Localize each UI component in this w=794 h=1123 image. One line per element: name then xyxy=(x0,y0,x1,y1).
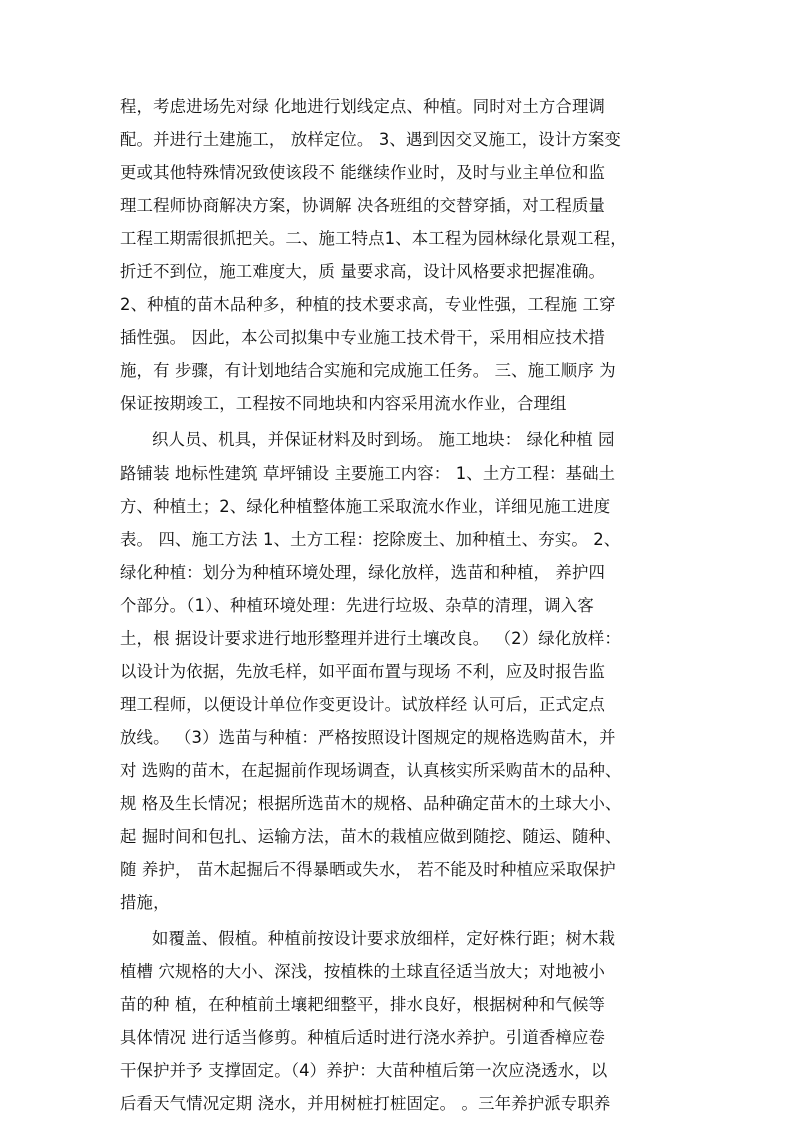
text-line: 更或其他特殊情况致使该段不 能继续作业时，及时与业主单位和监 xyxy=(120,163,606,182)
text-line: 植槽 穴规格的大小、深浅，按植株的土球直径适当放大；对地被小 xyxy=(120,962,606,981)
text-line: 理工程师，以便设计单位作变更设计。试放样经 认可后，正式定点 xyxy=(120,695,606,714)
text-line: 土，根 据设计要求进行地形整理并进行土壤改良。 （2）绿化放样： xyxy=(120,629,621,648)
text-line: 路铺装 地标性建筑 草坪铺设 主要施工内容： 1、土方工程：基础土 xyxy=(120,464,616,483)
text-line: 保证按期竣工，工程按不同地块和内容采用流水作业，合理组 xyxy=(120,394,567,413)
text-line: 2、种植的苗木品种多，种植的技术要求高，专业性强，工程施 工穿 xyxy=(120,295,616,314)
text-line: 对 选购的苗木，在起掘前作现场调查，认真核实所采购苗木的品种、 xyxy=(120,761,622,780)
text-line: 插性强。 因此，本公司拟集中专业施工技术骨干，采用相应技术措 xyxy=(120,328,606,347)
text-line: 具体情况 进行适当修剪。种植后适时进行浇水养护。引道香樟应卷 xyxy=(120,1028,606,1047)
text-line: 放线。 （3）选苗与种植：严格按照设计图规定的规格选购苗木，并 xyxy=(120,728,616,747)
text-line: 方、种植土；2、绿化种植整体施工采取流水作业，详细见施工进度 xyxy=(120,497,611,516)
text-line: 织人员、机具，并保证材料及时到场。 施工地块： 绿化种植 园 xyxy=(152,430,615,449)
text-line: 后看天气情况定期 浇水，并用树桩打桩固定。 。三年养护派专职养 xyxy=(120,1094,611,1113)
text-line: 干保护并予 支撑固定。（4）养护：大苗种植后第一次应浇透水，以 xyxy=(120,1061,608,1080)
text-line: 如覆盖、假植。种植前按设计要求放细样，定好株行距；树木栽 xyxy=(152,929,616,948)
text-line: 表。 四、施工方法 1、土方工程：挖除废土、加种植土、夯实。 2、 xyxy=(120,530,621,549)
text-line: 起 掘时间和包扎、运输方法，苗木的栽植应做到随挖、随运、随种、 xyxy=(120,827,622,846)
text-line: 绿化种植：划分为种植环境处理，绿化放样，选苗和种植， 养护四 xyxy=(120,563,606,582)
text-line: 措施， xyxy=(120,893,170,912)
text-line: 以设计为依据，先放毛样，如平面布置与现场 不利，应及时报告监 xyxy=(120,662,606,681)
text-line: 配。并进行土建施工， 放样定位。 3、遇到因交叉施工，设计方案变 xyxy=(120,130,621,149)
text-line: 折迁不到位，施工难度大，质 量要求高，设计风格要求把握准确。 xyxy=(120,262,606,281)
text-line: 个部分。（1）、种植环境处理：先进行垃圾、杂草的清理，调入客 xyxy=(120,596,594,615)
text-line: 规 格及生长情况；根据所选苗木的规格、品种确定苗木的土球大小、 xyxy=(120,794,622,813)
text-line: 施，有 步骤，有计划地结合实施和完成施工任务。 三、施工顺序 为 xyxy=(120,361,616,380)
text-line: 工程工期需很抓把关。二、施工特点1、本工程为园林绿化景观工程， xyxy=(120,229,627,248)
text-line: 随 养护， 苗木起掘后不得暴晒或失水， 若不能及时种植应采取保护 xyxy=(120,860,616,879)
text-line: 程，考虑进场先对绿 化地进行划线定点、种植。同时对土方合理调 xyxy=(120,97,606,116)
text-line: 理工程师协商解决方案，协调解 决各班组的交替穿插，对工程质量 xyxy=(120,196,606,215)
text-line: 苗的种 植，在种植前土壤耙细整平，排水良好，根据树种和气候等 xyxy=(120,995,606,1014)
